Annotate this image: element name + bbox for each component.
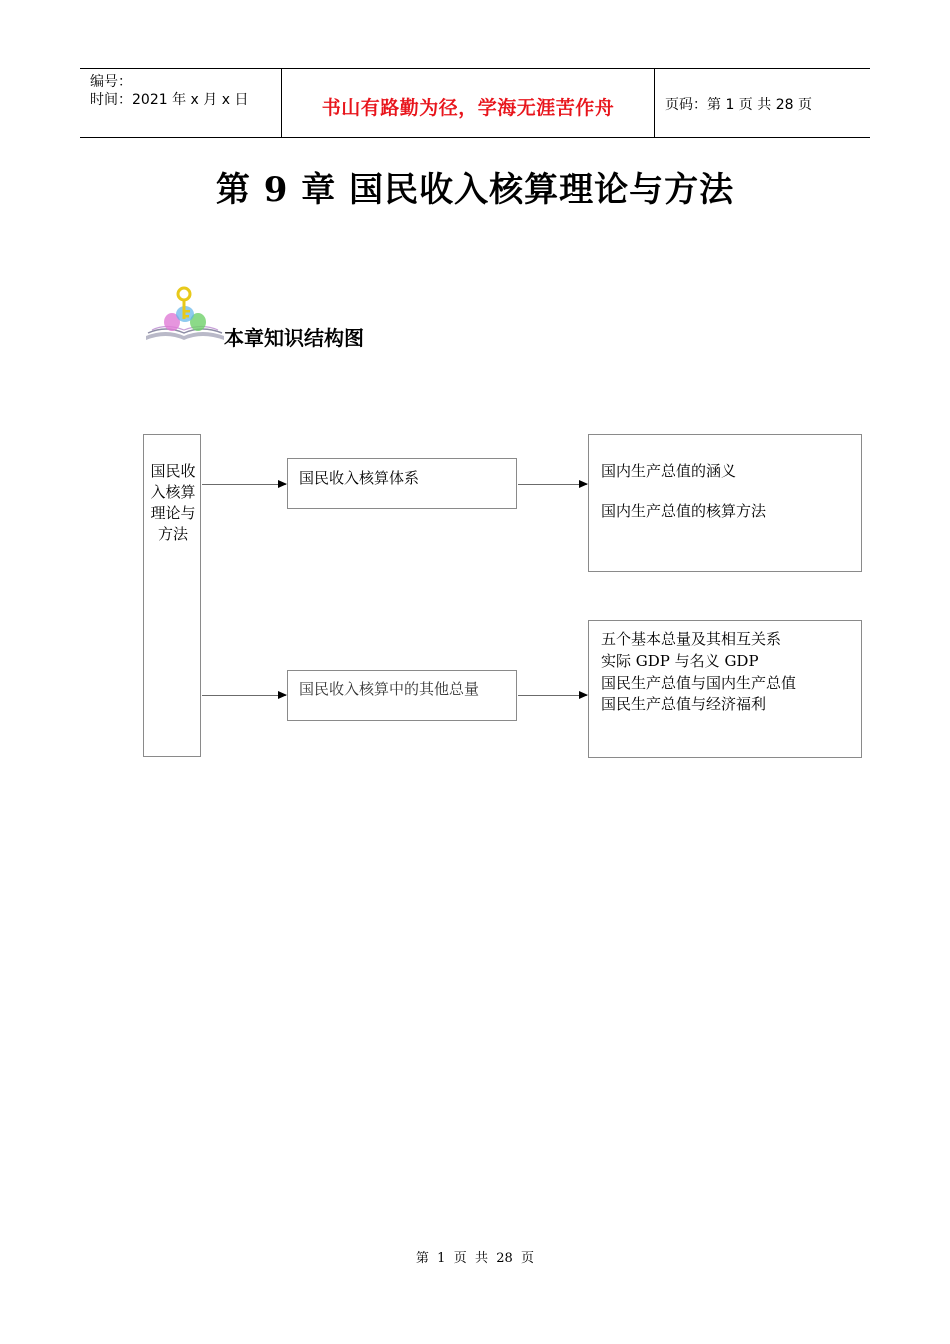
- gdp-meaning: 国内生产总值的涵义: [601, 462, 737, 480]
- root-node-label: 国民收入核算理论与方法: [150, 462, 196, 543]
- gdp-abbr-1: GDP: [635, 652, 670, 670]
- arrow-root-to-other: [202, 695, 286, 696]
- arrow-other-to-aggregates: [518, 695, 587, 696]
- gdp-abbr-2: GDP: [724, 652, 759, 670]
- book-key-icon: [144, 284, 226, 346]
- node-other-aggregates-label: 国民收入核算中的其他总量: [299, 680, 480, 698]
- aggregates-line-1: 五个基本总量及其相互关系: [601, 630, 782, 648]
- aggregates-line-3: 国民生产总值与国内生产总值: [601, 674, 797, 692]
- chapter-title: 第 9 章 国民收入核算理论与方法: [215, 170, 735, 210]
- gdp-methods: 国内生产总值的核算方法: [601, 502, 767, 520]
- node-gdp: [588, 434, 862, 572]
- arrow-root-to-system: [202, 484, 286, 485]
- aggregates-line-4: 国民生产总值与经济福利: [601, 695, 767, 713]
- node-other-aggregates: [287, 670, 517, 721]
- real-label: 实际: [601, 652, 636, 670]
- page-footer: 第 1 页 共 28 页: [415, 1251, 535, 1266]
- section-title: 本章知识结构图: [224, 326, 364, 350]
- nominal-label: 与名义: [669, 652, 725, 670]
- header-cell-motto: [282, 69, 655, 137]
- header-cell-meta: [80, 69, 282, 137]
- arrow-system-to-gdp: [518, 484, 587, 485]
- page-info: 页码：第 1 页 共 28 页: [665, 97, 812, 113]
- node-aggregates: [588, 620, 862, 758]
- date-label: 时间：2021 年 x 月 x 日: [90, 92, 249, 108]
- aggregates-line-2: [601, 651, 759, 671]
- motto-text: 书山有路勤为径，学海无涯苦作舟: [321, 97, 615, 119]
- header-cell-page: [655, 69, 870, 137]
- header-table: [80, 68, 870, 138]
- number-label: 编号：: [90, 74, 132, 90]
- root-node: [143, 434, 201, 757]
- node-accounting-system-label: 国民收入核算体系: [299, 469, 420, 487]
- node-accounting-system: [287, 458, 517, 509]
